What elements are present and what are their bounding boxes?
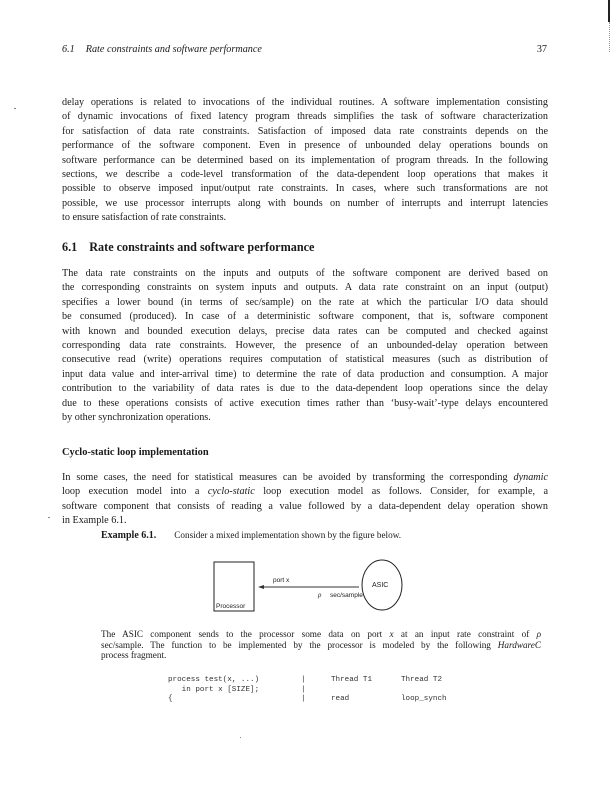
running-head-text: Rate constraints and software performance — [85, 44, 262, 55]
text-line: corresponding data rate constraints. However, the presence of an unbounded-delay operation between — [62, 340, 548, 352]
rho-symbol: ρ — [536, 629, 541, 639]
code-left: { — [168, 695, 173, 704]
page-edge-mark — [608, 0, 610, 22]
subsection-paragraph — [62, 471, 548, 529]
code-separator: | — [301, 685, 306, 694]
port-label: port x — [273, 577, 290, 584]
rate-symbol: ρ — [318, 591, 322, 599]
example-text: Consider a mixed implementation shown by the figure below. — [174, 530, 402, 540]
processor-asic-diagram — [200, 552, 440, 626]
text-span: at an input rate constraint of — [393, 629, 537, 639]
code-thread2: loop_synch — [401, 695, 447, 704]
text-line: consecutive read (write) operations requires computation of statistical measures (such as distribution of — [62, 354, 548, 366]
text-line: process fragment. — [101, 650, 167, 661]
text-line — [101, 640, 541, 651]
code-left: in port x [SIZE]; — [168, 685, 260, 694]
code-listing — [168, 676, 481, 705]
example-caption — [101, 530, 401, 541]
text-line: possible, we use processor interrupts along with bounds on number of interrupts and interrupt latencies — [62, 197, 548, 209]
intro-paragraph — [62, 96, 548, 226]
scan-speck — [14, 108, 16, 109]
page-edge-dots — [609, 22, 611, 52]
scan-speck — [240, 737, 241, 738]
section-paragraph — [62, 267, 548, 425]
running-head-title — [62, 44, 262, 55]
code-row — [168, 695, 481, 705]
arrow-head-icon — [258, 585, 264, 589]
text-line: specifies a lower bound (in terms of sec/sample) on the rate at which the particular I/O data should — [62, 296, 548, 308]
text-line: for satisfaction of data rate constraints. Satisfaction of imposed data rate constraints depends on the — [62, 125, 548, 137]
code-thread1 — [331, 686, 401, 696]
text-span: In some cases, the need for statistical measures can be avoided by transforming the corresponding — [62, 472, 514, 483]
code-thread1: Thread T1 — [331, 676, 373, 684]
text-line: in Example 6.1. — [62, 515, 127, 527]
section-number: 6.1 — [62, 240, 78, 254]
text-line: to ensure satisfaction of rate constraints. — [62, 212, 227, 224]
processor-label: Processor — [216, 603, 246, 610]
text-line: contribution to the variability of data rates is due to the data-dependent loop operations since the delay — [62, 383, 548, 395]
text-line: delay operations is related to invocations of the individual routines. A software implementation consisting — [62, 97, 548, 108]
example-paragraph — [101, 629, 541, 661]
italic-term: x — [389, 629, 394, 639]
code-row — [168, 686, 481, 696]
page-number: 37 — [536, 44, 547, 55]
text-line: possible to observe imposed input/output rate constraints. In cases, where such transformations are not — [62, 183, 548, 195]
text-line: software component that consists of reading a value followed by a data-dependent delay operation shown — [62, 500, 548, 512]
text-span: loop execution model into a — [62, 486, 208, 498]
text-line: of dynamic invocations of fixed latency program threads simplifies the task of software characterization — [62, 111, 548, 123]
text-line: be consumed (produced). In case of a deterministic software component, that is, software component — [62, 311, 548, 323]
text-line: sections, we describe a code-level transformation of the data-dependent loop operations that makes it — [62, 169, 548, 181]
text-span: sec/sample. The function to be implemented by the processor is modeled by the following — [101, 639, 498, 650]
text-line — [62, 485, 548, 499]
scan-speck — [48, 517, 50, 518]
code-thread2 — [401, 686, 481, 696]
code-separator: | — [301, 695, 306, 704]
text-line: performance of the software component. Even in presence of unbounded delay operations bounds on — [62, 140, 548, 152]
running-head — [62, 44, 547, 55]
text-span: The ASIC component sends to the processor some data on port — [101, 629, 390, 639]
text-line: software performance can be determined based on its implementation of program threads. In the following — [62, 154, 548, 166]
code-left: process test(x, ...) — [168, 676, 260, 684]
text-span: loop execution model as follows. Consider, for example, a — [254, 486, 548, 498]
section-heading — [62, 240, 314, 255]
text-line — [62, 471, 548, 485]
text-line: due to these operations consists of active execution times rather than ‘busy-wait’-type delays encountered — [62, 397, 548, 409]
asic-label: ASIC — [372, 582, 389, 589]
italic-term: HardwareC — [497, 639, 541, 650]
example-label: Example 6.1. — [101, 530, 157, 541]
text-line: the corresponding constraints on system inputs and outputs. A data rate constraint on an input (output) — [62, 282, 548, 294]
code-thread1: read — [331, 695, 350, 704]
italic-term: cyclo-static — [207, 486, 255, 498]
rate-unit: sec/sample — [330, 592, 363, 599]
code-row — [168, 676, 481, 686]
running-head-section: 6.1 — [62, 44, 75, 55]
code-thread2: Thread T2 — [401, 676, 443, 684]
section-title: Rate constraints and software performance — [89, 240, 315, 254]
text-line: by other synchronization operations. — [62, 412, 211, 424]
text-line: input data value and inter-arrival time) to determine the rate of data production and consumption. A major — [62, 368, 548, 380]
text-line — [101, 629, 541, 640]
subsection-heading: Cyclo-static loop implementation — [62, 447, 209, 458]
text-line: with known and bounded execution delays, precise data rates can be computed and checked against — [62, 325, 548, 337]
code-separator: | — [301, 676, 306, 684]
italic-term: dynamic — [513, 472, 548, 483]
text-line: The data rate constraints on the inputs and outputs of the software component are derived based on — [62, 268, 548, 279]
